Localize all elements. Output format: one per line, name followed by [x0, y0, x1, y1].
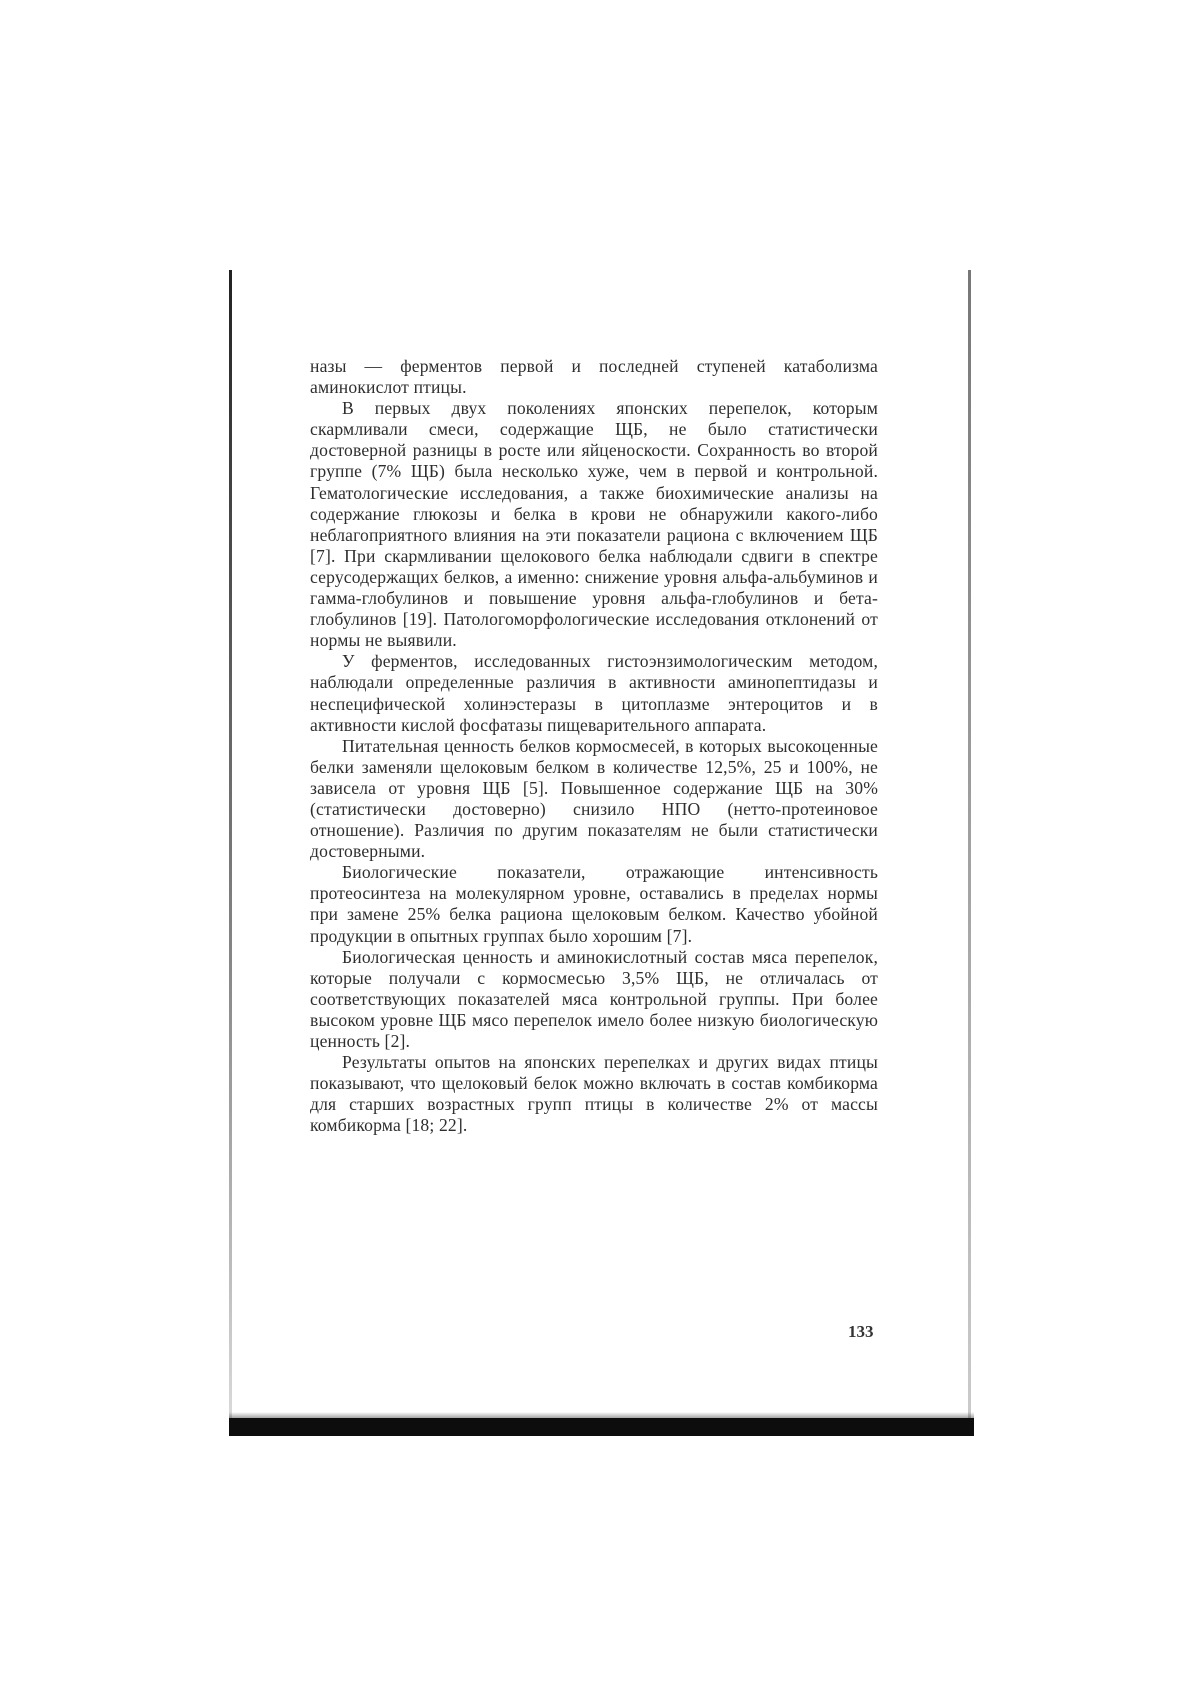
paragraph: Питательная ценность белков кормосмесей, в которых высокоценные белки заменяли щелоковым белком в количестве 12,5%, 25 и 100%, не зависела от уровня ЩБ [5]. Повышенное содержание ЩБ на 30% (статистически достоверно) снизило НПО (нетто-протеиновое отношение). Различия по другим показателям не были статистически достоверными.	[310, 735, 878, 862]
page-bottom-edge-shadow	[229, 1418, 974, 1436]
paragraph: Биологическая ценность и аминокислотный состав мяса перепелок, которые получали с кормосмесью 3,5% ЩБ, не отличалась от соответствующих показателей мяса контрольной группы. При более высоком уровне ЩБ мясо перепелок имело более низкую биологическую ценность [2].	[310, 946, 878, 1051]
paragraph-continued: назы — ферментов первой и последней ступеней катаболизма аминокислот птицы.	[310, 356, 878, 398]
page-left-edge-shadow	[229, 270, 232, 1436]
body-text	[310, 356, 878, 1136]
page-number: 133	[848, 1322, 874, 1341]
page-right-edge-shadow	[968, 270, 971, 1436]
paragraph: У ферментов, исследованных гистоэнзимологическим методом, наблюдали определенные различия в активности аминопептидазы и неспецифической холинэстеразы в цитоплазме энтероцитов и в активности кислой фосфатазы пищеварительного аппарата.	[310, 651, 878, 735]
paragraph: Биологические показатели, отражающие интенсивность протеосинтеза на молекулярном уровне, оставались в пределах нормы при замене 25% белка рациона щелоковым белком. Качество убойной продукции в опытных группах было хорошим [7].	[310, 862, 878, 946]
paragraph: Результаты опытов на японских перепелках и других видах птицы показывают, что щелоковый белок можно включать в состав комбикорма для старших возрастных групп птицы в количестве 2% от массы комбикорма [18; 22].	[310, 1052, 878, 1136]
paragraph: В первых двух поколениях японских перепелок, которым скармливали смеси, содержащие ЩБ, не было статистически достоверной разницы в росте или яйценоскости. Сохранность во второй группе (7% ЩБ) была несколько хуже, чем в первой и контрольной. Гематологические исследования, а также биохимические анализы на содержание глюкозы и белка в крови не обнаружили какого-либо неблагоприятного влияния на эти показатели рациона с включением ЩБ [7]. При скармливании щелокового белка наблюдали сдвиги в спектре серусодержащих белков, а именно: снижение уровня альфа-альбуминов и гамма-глобулинов и повышение уровня альфа-глобулинов и бета-глобулинов [19]. Патологоморфологические исследования отклонений от нормы не выявили.	[310, 398, 878, 651]
